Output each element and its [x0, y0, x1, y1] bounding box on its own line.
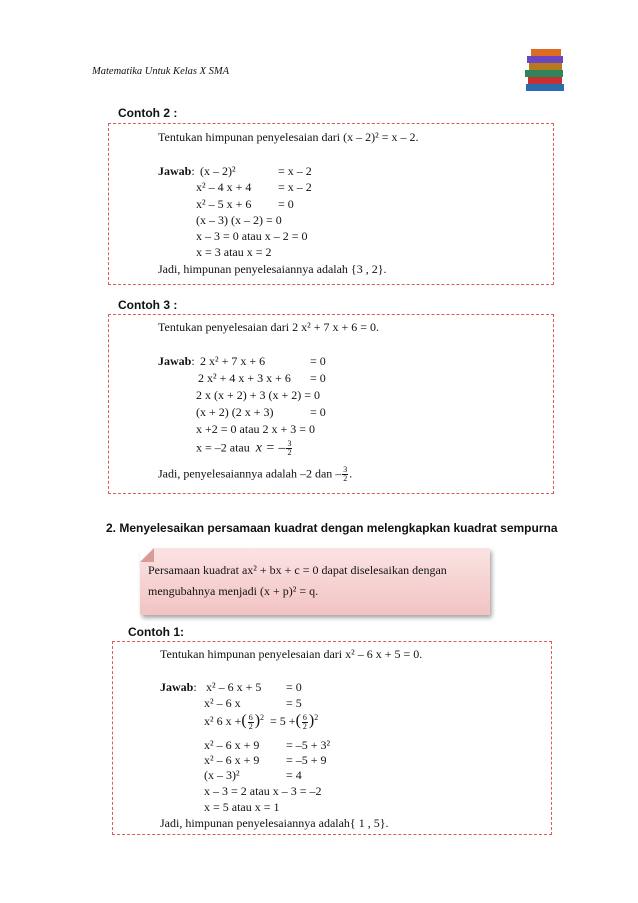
step-rhs: = 0	[310, 354, 326, 368]
step-rhs: = 0	[278, 197, 294, 211]
answer-label: Jawab:	[160, 680, 197, 694]
step-rhs: = 0	[310, 371, 326, 385]
step-rhs: = 0	[286, 680, 302, 694]
problem-text: Tentukan himpunan penyelesaian dari x² – 6 x + 5 = 0.	[160, 647, 423, 661]
books-icon	[522, 44, 568, 94]
step-line: x = 5 atau x = 1	[204, 800, 280, 814]
step-lhs: x² – 5 x + 6	[196, 197, 252, 211]
step-rhs: = x – 2	[278, 164, 312, 178]
step-lhs: x² – 6 x + 9	[204, 738, 260, 752]
step-lhs: x² – 6 x	[204, 696, 241, 710]
step-lhs: (x – 2)²	[200, 164, 236, 178]
example-box	[112, 641, 552, 835]
note-fold-shadow	[140, 548, 154, 562]
step-line: 2 x (x + 2) + 3 (x + 2) = 0	[196, 388, 321, 402]
step-lhs: x² – 6 x + 9	[204, 753, 260, 767]
step-line: x² 6 x +( $\frac{6}{2}$ )$^2$ = 5 +( $\frac{6}{2}$ )$^2$	[204, 712, 319, 731]
note-line: Persamaan kuadrat ax² + bx + c = 0 dapat diselesaikan dengan	[148, 563, 447, 577]
step-line: x = –2 atau x = – $\frac{3}{2}$	[196, 439, 292, 457]
page-header: Matematika Untuk Kelas X SMA	[92, 66, 230, 77]
step-line: x – 3 = 0 atau x – 2 = 0	[196, 229, 308, 243]
answer-label: Jawab:	[158, 164, 195, 178]
note-line: mengubahnya menjadi (x + p)² = q.	[148, 584, 319, 598]
answer-label: Jawab:	[158, 354, 195, 368]
conclusion-text: Jadi, penyelesaiannya adalah –2 dan – $\frac{3}{2}$ .	[158, 465, 353, 483]
step-lhs: x² – 6 x + 5	[206, 680, 262, 694]
problem-text: Tentukan himpunan penyelesaian dari (x – 2)² = x – 2.	[158, 130, 419, 144]
step-rhs: = –5 + 3²	[286, 738, 331, 752]
example-label: Contoh 1:	[128, 625, 184, 639]
step-rhs: = 4	[286, 768, 302, 782]
step-lhs: (x – 3)²	[204, 768, 240, 782]
conclusion-text: Jadi, himpunan penyelesaiannya adalah{ 1 , 5}.	[160, 816, 389, 830]
step-rhs: = –5 + 9	[286, 753, 327, 767]
step-line: x +2 = 0 atau 2 x + 3 = 0	[196, 422, 316, 436]
conclusion-text: Jadi, himpunan penyelesaiannya adalah {3 , 2}.	[158, 262, 387, 276]
step-lhs: 2 x² + 7 x + 6	[200, 354, 266, 368]
step-rhs: = 0	[310, 405, 326, 419]
step-lhs: 2 x² + 4 x + 3 x + 6	[198, 371, 291, 385]
step-line: x – 3 = 2 atau x – 3 = –2	[204, 784, 322, 798]
note-box	[140, 548, 490, 615]
problem-text: Tentukan penyelesaian dari 2 x² + 7 x + 6 = 0.	[158, 320, 380, 334]
step-line: (x – 3) (x – 2) = 0	[196, 213, 282, 227]
section-title: 2. Menyelesaikan persamaan kuadrat dengan melengkapkan kuadrat sempurna	[106, 521, 558, 535]
step-line: x = 3 atau x = 2	[196, 245, 272, 259]
step-lhs: x² – 4 x + 4	[196, 180, 252, 194]
step-rhs: = 5	[286, 696, 302, 710]
example-box	[108, 123, 554, 285]
step-lhs: (x + 2) (2 x + 3)	[196, 405, 274, 419]
example-label: Contoh 2 :	[118, 106, 178, 120]
example-label: Contoh 3 :	[118, 298, 178, 312]
step-rhs: = x – 2	[278, 180, 312, 194]
